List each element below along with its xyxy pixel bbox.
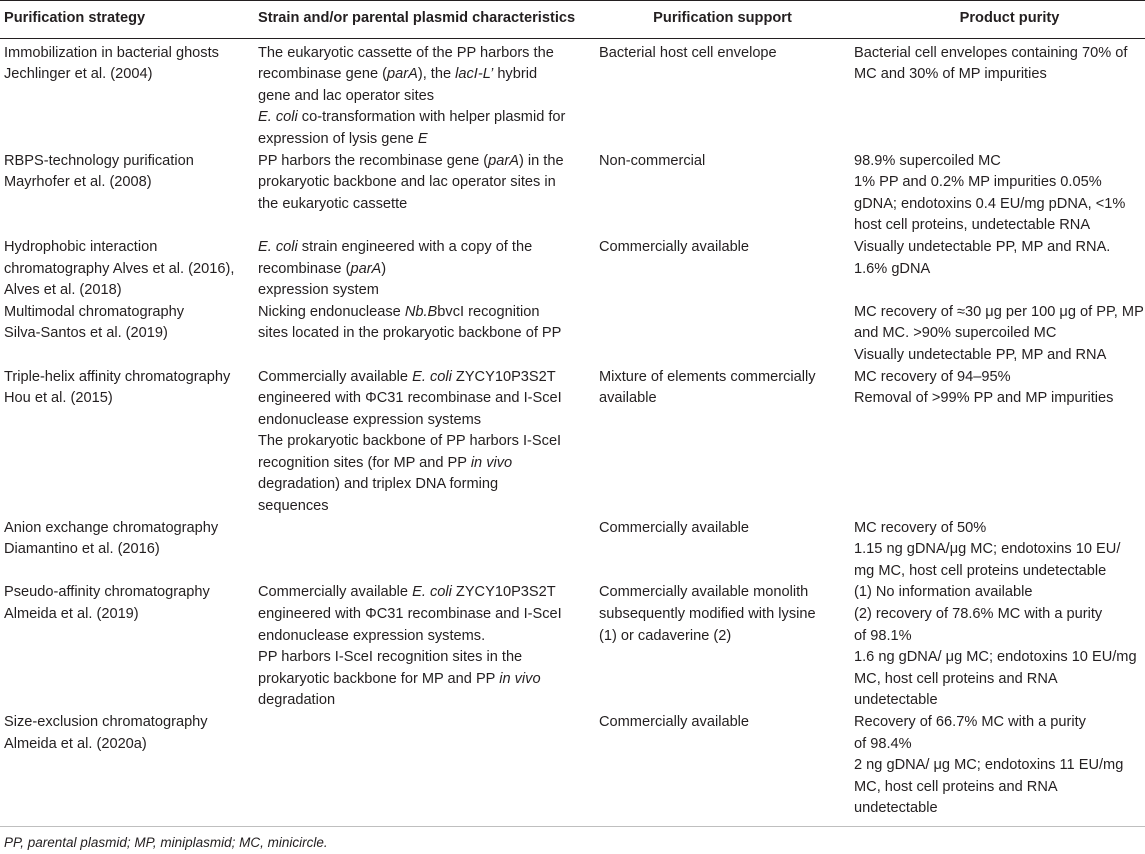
cell-text-line: (1) or cadaverine (2) bbox=[599, 627, 732, 644]
cell-text-line: Silva-Santos et al. (2019) bbox=[4, 325, 168, 342]
strategy-cell bbox=[0, 237, 254, 302]
cell-text-line: Almeida et al. (2020a) bbox=[4, 735, 147, 752]
cell-text-line: subsequently modified with lysine bbox=[599, 606, 816, 623]
cell-text-line: Triple-helix affinity chromatography bbox=[4, 368, 231, 385]
cell-text-line: recombinase gene (parA), the lacI-L’ hybrid bbox=[258, 66, 538, 83]
cell-text-line: Anion exchange chromatography bbox=[4, 519, 219, 536]
strategy-cell bbox=[0, 151, 254, 237]
cell-text-line: sequences bbox=[258, 498, 329, 515]
cell-text-line: Nicking endonuclease Nb.BbvcI recognition bbox=[258, 303, 540, 320]
cell-text-line: Size-exclusion chromatography bbox=[4, 714, 208, 730]
strategy-cell bbox=[0, 518, 254, 583]
cell-text-line: and MC. >90% supercoiled MC bbox=[854, 325, 1057, 342]
cell-text-line: RBPS-technology purification bbox=[4, 152, 194, 169]
cell-text-line: expression system bbox=[258, 282, 379, 299]
cell-text-line: (2) recovery of 78.6% MC with a purity bbox=[854, 606, 1103, 623]
purity-cell bbox=[850, 712, 1145, 826]
cell-text-line: Bacterial cell envelopes containing 70% of bbox=[854, 44, 1128, 61]
table-row bbox=[0, 38, 1145, 150]
table-row bbox=[0, 237, 1145, 302]
cell-text-line: prokaryotic backbone for MP and PP in vivo bbox=[258, 670, 541, 687]
header-purification-support: Purification support bbox=[595, 1, 850, 39]
cell-text-line: Commercially available bbox=[599, 714, 750, 730]
header-strain-characteristics: Strain and/or parental plasmid characteristics bbox=[254, 1, 595, 39]
strategy-cell bbox=[0, 582, 254, 712]
cell-text-line: 1% PP and 0.2% MP impurities 0.05% bbox=[854, 174, 1102, 191]
cell-text-line: MC, host cell proteins and RNA bbox=[854, 670, 1058, 687]
cell-text-line: degradation bbox=[258, 692, 336, 709]
cell-text-line: Pseudo-affinity chromatography bbox=[4, 584, 210, 601]
header-product-purity: Product purity bbox=[850, 1, 1145, 39]
strain-cell bbox=[254, 518, 595, 583]
strain-cell bbox=[254, 367, 595, 518]
purity-cell bbox=[850, 367, 1145, 518]
cell-text-line: recognition sites (for MP and PP in vivo bbox=[258, 454, 513, 471]
table-row bbox=[0, 712, 1145, 826]
cell-text-line: of 98.1% bbox=[854, 627, 912, 644]
cell-text-line: Alves et al. (2018) bbox=[4, 282, 122, 299]
table-body bbox=[0, 38, 1145, 826]
cell-text-line: undetectable bbox=[854, 692, 938, 709]
cell-text-line: MC recovery of 50% bbox=[854, 519, 987, 536]
table-footnote: PP, parental plasmid; MP, miniplasmid; MC, minicircle. bbox=[4, 835, 328, 850]
cell-text-line: engineered with ΦC31 recombinase and I-SceI bbox=[258, 606, 562, 623]
cell-text-line: Commercially available bbox=[599, 519, 750, 536]
cell-text-line: Hou et al. (2015) bbox=[4, 390, 113, 407]
cell-text-line: gDNA; endotoxins 0.4 EU/mg pDNA, <1% bbox=[854, 195, 1126, 212]
purity-cell bbox=[850, 237, 1145, 302]
cell-text-line: MC recovery of 94–95% bbox=[854, 368, 1011, 385]
cell-text-line: Visually undetectable PP, MP and RNA. bbox=[854, 238, 1111, 255]
cell-text-line: MC recovery of ≈30 μg per 100 μg of PP, MP bbox=[854, 303, 1144, 320]
cell-text-line: 2 ng gDNA/ μg MC; endotoxins 11 EU/mg bbox=[854, 757, 1124, 774]
table-row bbox=[0, 582, 1145, 712]
cell-text-line: Commercially available E. coli ZYCY10P3S2T bbox=[258, 368, 556, 385]
support-cell bbox=[595, 302, 850, 367]
table-row bbox=[0, 367, 1145, 518]
cell-text-line: of 98.4% bbox=[854, 735, 912, 752]
cell-text-line: Recovery of 66.7% MC with a purity bbox=[854, 714, 1086, 730]
cell-text-line: Mayrhofer et al. (2008) bbox=[4, 174, 152, 191]
cell-text-line: E. coli strain engineered with a copy of the bbox=[258, 238, 533, 255]
strain-cell bbox=[254, 151, 595, 237]
table-row bbox=[0, 302, 1145, 367]
header-purification-strategy: Purification strategy bbox=[0, 1, 254, 39]
strategy-cell bbox=[0, 712, 254, 826]
cell-text-line: Removal of >99% PP and MP impurities bbox=[854, 390, 1114, 407]
support-cell bbox=[595, 582, 850, 712]
cell-text-line: prokaryotic backbone and lac operator sites in bbox=[258, 174, 556, 191]
cell-text-line: (1) No information available bbox=[854, 584, 1033, 601]
purity-cell bbox=[850, 151, 1145, 237]
cell-text-line: recombinase (parA) bbox=[258, 260, 387, 277]
cell-text-line: endonuclease expression systems bbox=[258, 411, 482, 428]
strategy-cell bbox=[0, 38, 254, 150]
cell-text-line: E. coli co-transformation with helper plasmid for bbox=[258, 109, 566, 126]
support-cell bbox=[595, 38, 850, 150]
cell-text-line: 1.6% gDNA bbox=[854, 260, 931, 277]
purity-cell bbox=[850, 302, 1145, 367]
support-cell bbox=[595, 367, 850, 518]
strain-cell bbox=[254, 237, 595, 302]
purity-cell bbox=[850, 518, 1145, 583]
cell-text-line: Mixture of elements commercially bbox=[599, 368, 816, 385]
purity-cell bbox=[850, 582, 1145, 712]
cell-text-line: 98.9% supercoiled MC bbox=[854, 152, 1001, 169]
cell-text-line: 1.15 ng gDNA/μg MC; endotoxins 10 EU/ bbox=[854, 541, 1121, 558]
cell-text-line: Almeida et al. (2019) bbox=[4, 606, 139, 623]
table-row bbox=[0, 151, 1145, 237]
cell-text-line: engineered with ΦC31 recombinase and I-SceI bbox=[258, 390, 562, 407]
cell-text-line: Multimodal chromatography bbox=[4, 303, 185, 320]
strategy-cell bbox=[0, 367, 254, 518]
cell-text-line: MC, host cell proteins and RNA bbox=[854, 778, 1058, 795]
cell-text-line: The prokaryotic backbone of PP harbors I-SceI bbox=[258, 433, 562, 450]
cell-text-line: 1.6 ng gDNA/ μg MC; endotoxins 10 EU/mg bbox=[854, 649, 1137, 666]
support-cell bbox=[595, 237, 850, 302]
cell-text-line: mg MC, host cell proteins undetectable bbox=[854, 562, 1107, 579]
table-row bbox=[0, 518, 1145, 583]
cell-text-line: PP harbors the recombinase gene (parA) in the bbox=[258, 152, 564, 169]
purity-cell bbox=[850, 38, 1145, 150]
cell-text-line: Non-commercial bbox=[599, 152, 706, 169]
cell-text-line: Bacterial host cell envelope bbox=[599, 44, 777, 61]
cell-text-line: degradation) and triplex DNA forming bbox=[258, 476, 499, 493]
strain-cell bbox=[254, 582, 595, 712]
cell-text-line: Hydrophobic interaction bbox=[4, 238, 158, 255]
strategy-cell bbox=[0, 302, 254, 367]
cell-text-line: gene and lac operator sites bbox=[258, 87, 435, 104]
strain-cell bbox=[254, 712, 595, 826]
cell-text-line: expression of lysis gene E bbox=[258, 130, 428, 147]
support-cell bbox=[595, 712, 850, 826]
cell-text-line: Visually undetectable PP, MP and RNA bbox=[854, 346, 1107, 363]
cell-text-line: Diamantino et al. (2016) bbox=[4, 541, 160, 558]
cell-text-line: endonuclease expression systems. bbox=[258, 627, 486, 644]
cell-text-line: Commercially available monolith bbox=[599, 584, 809, 601]
cell-text-line: The eukaryotic cassette of the PP harbors the bbox=[258, 44, 554, 61]
cell-text-line: chromatography Alves et al. (2016), bbox=[4, 260, 235, 277]
cell-text-line: sites located in the prokaryotic backbone of PP bbox=[258, 325, 562, 342]
cell-text-line: available bbox=[599, 390, 657, 407]
cell-text-line: the eukaryotic cassette bbox=[258, 195, 408, 212]
cell-text-line: Jechlinger et al. (2004) bbox=[4, 66, 153, 83]
cell-text-line: host cell proteins, undetectable RNA bbox=[854, 217, 1091, 234]
header-row bbox=[0, 1, 1145, 39]
support-cell bbox=[595, 518, 850, 583]
cell-text-line: MC and 30% of MP impurities bbox=[854, 66, 1047, 83]
cell-text-line: Immobilization in bacterial ghosts bbox=[4, 44, 219, 61]
cell-text-line: Commercially available bbox=[599, 238, 750, 255]
cell-text-line: PP harbors I-SceI recognition sites in the bbox=[258, 649, 523, 666]
cell-text-line: undetectable bbox=[854, 800, 938, 817]
cell-text-line: Commercially available E. coli ZYCY10P3S2T bbox=[258, 584, 556, 601]
strain-cell bbox=[254, 38, 595, 150]
support-cell bbox=[595, 151, 850, 237]
strain-cell bbox=[254, 302, 595, 367]
